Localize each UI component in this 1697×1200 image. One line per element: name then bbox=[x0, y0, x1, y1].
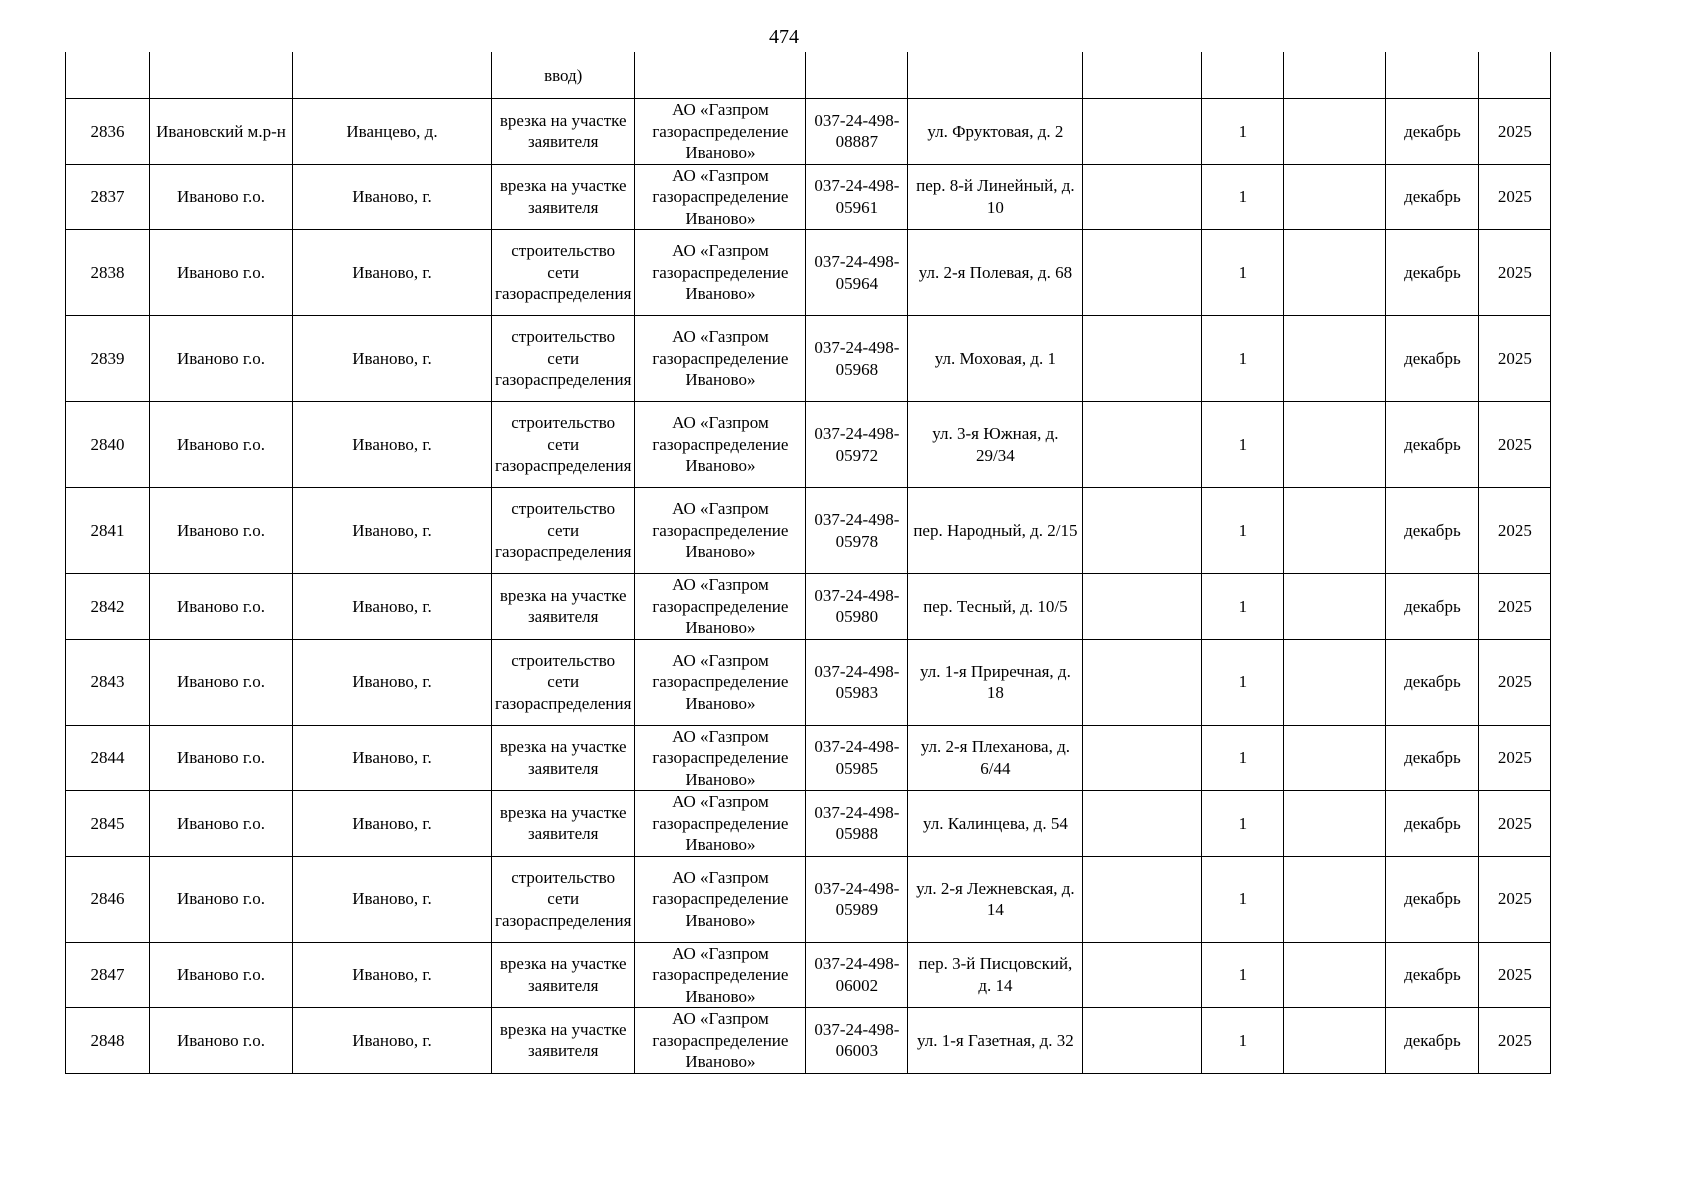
carry-over-row bbox=[66, 52, 1551, 99]
cell-month: декабрь bbox=[1386, 725, 1479, 791]
cell-year: 2025 bbox=[1479, 99, 1551, 165]
cell-organization: АО «Газпром газораспределение Иваново» bbox=[635, 316, 806, 402]
cell-district: Иваново г.о. bbox=[150, 942, 293, 1008]
cell-year: 2025 bbox=[1479, 230, 1551, 316]
cell-year: 2025 bbox=[1479, 316, 1551, 402]
cell-month: декабрь bbox=[1386, 1008, 1479, 1074]
table-row bbox=[66, 725, 1551, 791]
cell-row-number: 2848 bbox=[66, 1008, 150, 1074]
table-row bbox=[66, 99, 1551, 165]
cell-empty bbox=[1083, 856, 1202, 942]
cell-quantity: 1 bbox=[1202, 574, 1284, 640]
cell-empty bbox=[1083, 639, 1202, 725]
cell-application-code: 037-24-498-06003 bbox=[806, 1008, 908, 1074]
cell-month: декабрь bbox=[1386, 639, 1479, 725]
cell-empty bbox=[1083, 725, 1202, 791]
cell-empty bbox=[1284, 791, 1386, 857]
cell-organization: АО «Газпром газораспределение Иваново» bbox=[635, 725, 806, 791]
cell-application-code: 037-24-498-05988 bbox=[806, 791, 908, 857]
cell-organization: АО «Газпром газораспределение Иваново» bbox=[635, 856, 806, 942]
cell-row-number: 2844 bbox=[66, 725, 150, 791]
cell-empty bbox=[1284, 639, 1386, 725]
cell-locality: Иваново, г. bbox=[293, 316, 492, 402]
cell-organization: АО «Газпром газораспределение Иваново» bbox=[635, 164, 806, 230]
cell-work-type: строительство сети газораспределения bbox=[492, 316, 635, 402]
table-row bbox=[66, 230, 1551, 316]
cell-application-code: 037-24-498-05964 bbox=[806, 230, 908, 316]
cell-work-type: врезка на участке заявителя bbox=[492, 791, 635, 857]
cell-empty bbox=[1083, 164, 1202, 230]
table-row bbox=[66, 574, 1551, 640]
cell-district: Иваново г.о. bbox=[150, 791, 293, 857]
cell-month: декабрь bbox=[1386, 856, 1479, 942]
cell-address: ул. 2-я Полевая, д. 68 bbox=[908, 230, 1083, 316]
cell-application-code: 037-24-498-05978 bbox=[806, 488, 908, 574]
cell-quantity: 1 bbox=[1202, 488, 1284, 574]
cell-work-type: строительство сети газораспределения bbox=[492, 856, 635, 942]
cell-quantity: 1 bbox=[1202, 942, 1284, 1008]
cell-row-number: 2837 bbox=[66, 164, 150, 230]
cell-empty bbox=[1284, 488, 1386, 574]
cell-quantity: 1 bbox=[1202, 1008, 1284, 1074]
cell-quantity: 1 bbox=[1202, 639, 1284, 725]
cell-empty bbox=[1284, 856, 1386, 942]
cell-organization: АО «Газпром газораспределение Иваново» bbox=[635, 942, 806, 1008]
cell-locality: Иванцево, д. bbox=[293, 99, 492, 165]
cell-work-type: врезка на участке заявителя bbox=[492, 725, 635, 791]
cell-row-number: 2843 bbox=[66, 639, 150, 725]
cell-district: Иваново г.о. bbox=[150, 316, 293, 402]
cell-empty bbox=[1284, 164, 1386, 230]
cell-empty bbox=[1083, 316, 1202, 402]
cell-address: пер. 8-й Линейный, д. 10 bbox=[908, 164, 1083, 230]
cell-empty bbox=[1083, 1008, 1202, 1074]
cell-month: декабрь bbox=[1386, 942, 1479, 1008]
cell-row-number: 2836 bbox=[66, 99, 150, 165]
table-row bbox=[66, 942, 1551, 1008]
cell-row-number: 2841 bbox=[66, 488, 150, 574]
cell-locality: Иваново, г. bbox=[293, 942, 492, 1008]
cell-application-code: 037-24-498-05961 bbox=[806, 164, 908, 230]
table-row bbox=[66, 488, 1551, 574]
cell-month: декабрь bbox=[1386, 488, 1479, 574]
cell-empty bbox=[1284, 402, 1386, 488]
cell-work-type: врезка на участке заявителя bbox=[492, 164, 635, 230]
cell-locality: Иваново, г. bbox=[293, 639, 492, 725]
cell-district: Иваново г.о. bbox=[150, 1008, 293, 1074]
cell-address: ул. 1-я Газетная, д. 32 bbox=[908, 1008, 1083, 1074]
cell-application-code: 037-24-498-05972 bbox=[806, 402, 908, 488]
cell-organization: АО «Газпром газораспределение Иваново» bbox=[635, 99, 806, 165]
cell-district: Иваново г.о. bbox=[150, 402, 293, 488]
table-row bbox=[66, 639, 1551, 725]
cell-year: 2025 bbox=[1479, 942, 1551, 1008]
cell-empty bbox=[1284, 942, 1386, 1008]
cell-quantity: 1 bbox=[1202, 856, 1284, 942]
cell-locality: Иваново, г. bbox=[293, 725, 492, 791]
cell-application-code: 037-24-498-05989 bbox=[806, 856, 908, 942]
cell-work-type: ввод) bbox=[492, 52, 635, 99]
cell-district: Иваново г.о. bbox=[150, 230, 293, 316]
cell-work-type: врезка на участке заявителя bbox=[492, 1008, 635, 1074]
cell-locality: Иваново, г. bbox=[293, 164, 492, 230]
cell-district: Иваново г.о. bbox=[150, 574, 293, 640]
cell-address: пер. Тесный, д. 10/5 bbox=[908, 574, 1083, 640]
cell-address: ул. 3-я Южная, д. 29/34 bbox=[908, 402, 1083, 488]
cell-district: Иваново г.о. bbox=[150, 725, 293, 791]
cell-locality: Иваново, г. bbox=[293, 574, 492, 640]
table-row bbox=[66, 164, 1551, 230]
cell-year: 2025 bbox=[1479, 856, 1551, 942]
cell-organization: АО «Газпром газораспределение Иваново» bbox=[635, 639, 806, 725]
cell-work-type: строительство сети газораспределения bbox=[492, 639, 635, 725]
cell-empty bbox=[1083, 99, 1202, 165]
cell-organization: АО «Газпром газораспределение Иваново» bbox=[635, 791, 806, 857]
cell-empty bbox=[1083, 791, 1202, 857]
cell-quantity: 1 bbox=[1202, 402, 1284, 488]
cell-address: ул. 1-я Приречная, д. 18 bbox=[908, 639, 1083, 725]
cell-quantity: 1 bbox=[1202, 725, 1284, 791]
cell-row-number: 2847 bbox=[66, 942, 150, 1008]
cell-month: декабрь bbox=[1386, 791, 1479, 857]
cell-organization: АО «Газпром газораспределение Иваново» bbox=[635, 574, 806, 640]
cell-year: 2025 bbox=[1479, 639, 1551, 725]
cell-empty bbox=[1083, 488, 1202, 574]
cell-month: декабрь bbox=[1386, 574, 1479, 640]
cell-year: 2025 bbox=[1479, 164, 1551, 230]
table-row bbox=[66, 856, 1551, 942]
cell-empty bbox=[1284, 316, 1386, 402]
cell-month: декабрь bbox=[1386, 164, 1479, 230]
cell-row-number: 2845 bbox=[66, 791, 150, 857]
cell-organization: АО «Газпром газораспределение Иваново» bbox=[635, 402, 806, 488]
cell-month: декабрь bbox=[1386, 230, 1479, 316]
cell-locality: Иваново, г. bbox=[293, 488, 492, 574]
cell-empty bbox=[1284, 725, 1386, 791]
cell-empty bbox=[1284, 99, 1386, 165]
cell-year: 2025 bbox=[1479, 574, 1551, 640]
cell-year: 2025 bbox=[1479, 488, 1551, 574]
table-row bbox=[66, 1008, 1551, 1074]
table-row bbox=[66, 791, 1551, 857]
cell-address: пер. 3-й Писцовский, д. 14 bbox=[908, 942, 1083, 1008]
cell-application-code: 037-24-498-06002 bbox=[806, 942, 908, 1008]
cell-application-code: 037-24-498-05980 bbox=[806, 574, 908, 640]
cell-locality: Иваново, г. bbox=[293, 791, 492, 857]
cell-district: Иваново г.о. bbox=[150, 164, 293, 230]
cell-row-number: 2839 bbox=[66, 316, 150, 402]
cell-district: Иваново г.о. bbox=[150, 639, 293, 725]
cell-organization: АО «Газпром газораспределение Иваново» bbox=[635, 488, 806, 574]
cell-address: ул. Калинцева, д. 54 bbox=[908, 791, 1083, 857]
cell-month: декабрь bbox=[1386, 402, 1479, 488]
cell-application-code: 037-24-498-05968 bbox=[806, 316, 908, 402]
cell-application-code: 037-24-498-05985 bbox=[806, 725, 908, 791]
cell-quantity: 1 bbox=[1202, 99, 1284, 165]
cell-application-code: 037-24-498-05983 bbox=[806, 639, 908, 725]
page-number: 474 bbox=[769, 26, 799, 48]
cell-empty bbox=[1284, 574, 1386, 640]
cell-organization: АО «Газпром газораспределение Иваново» bbox=[635, 1008, 806, 1074]
cell-district: Иваново г.о. bbox=[150, 488, 293, 574]
table-row bbox=[66, 402, 1551, 488]
cell-address: ул. Фруктовая, д. 2 bbox=[908, 99, 1083, 165]
cell-organization: АО «Газпром газораспределение Иваново» bbox=[635, 230, 806, 316]
cell-work-type: строительство сети газораспределения bbox=[492, 230, 635, 316]
cell-row-number: 2846 bbox=[66, 856, 150, 942]
cell-year: 2025 bbox=[1479, 1008, 1551, 1074]
cell-application-code: 037-24-498-08887 bbox=[806, 99, 908, 165]
cell-work-type: врезка на участке заявителя bbox=[492, 99, 635, 165]
cell-address: ул. 2-я Плеханова, д. 6/44 bbox=[908, 725, 1083, 791]
cell-work-type: врезка на участке заявителя bbox=[492, 574, 635, 640]
cell-address: ул. 2-я Лежневская, д. 14 bbox=[908, 856, 1083, 942]
cell-empty bbox=[1083, 402, 1202, 488]
cell-empty bbox=[1083, 230, 1202, 316]
cell-locality: Иваново, г. bbox=[293, 402, 492, 488]
gas-connection-table bbox=[65, 52, 1551, 1074]
cell-locality: Иваново, г. bbox=[293, 230, 492, 316]
table-row bbox=[66, 316, 1551, 402]
cell-work-type: врезка на участке заявителя bbox=[492, 942, 635, 1008]
cell-year: 2025 bbox=[1479, 791, 1551, 857]
cell-quantity: 1 bbox=[1202, 230, 1284, 316]
cell-work-type: строительство сети газораспределения bbox=[492, 402, 635, 488]
cell-quantity: 1 bbox=[1202, 164, 1284, 230]
cell-row-number: 2838 bbox=[66, 230, 150, 316]
cell-empty bbox=[1083, 574, 1202, 640]
cell-quantity: 1 bbox=[1202, 791, 1284, 857]
cell-address: пер. Народный, д. 2/15 bbox=[908, 488, 1083, 574]
cell-year: 2025 bbox=[1479, 402, 1551, 488]
cell-year: 2025 bbox=[1479, 725, 1551, 791]
cell-locality: Иваново, г. bbox=[293, 1008, 492, 1074]
cell-empty bbox=[1284, 1008, 1386, 1074]
cell-locality: Иваново, г. bbox=[293, 856, 492, 942]
cell-row-number: 2842 bbox=[66, 574, 150, 640]
cell-empty bbox=[1284, 230, 1386, 316]
cell-row-number: 2840 bbox=[66, 402, 150, 488]
cell-month: декабрь bbox=[1386, 316, 1479, 402]
cell-address: ул. Моховая, д. 1 bbox=[908, 316, 1083, 402]
cell-district: Ивановский м.р-н bbox=[150, 99, 293, 165]
cell-district: Иваново г.о. bbox=[150, 856, 293, 942]
cell-month: декабрь bbox=[1386, 99, 1479, 165]
cell-empty bbox=[1083, 942, 1202, 1008]
cell-quantity: 1 bbox=[1202, 316, 1284, 402]
cell-work-type: строительство сети газораспределения bbox=[492, 488, 635, 574]
